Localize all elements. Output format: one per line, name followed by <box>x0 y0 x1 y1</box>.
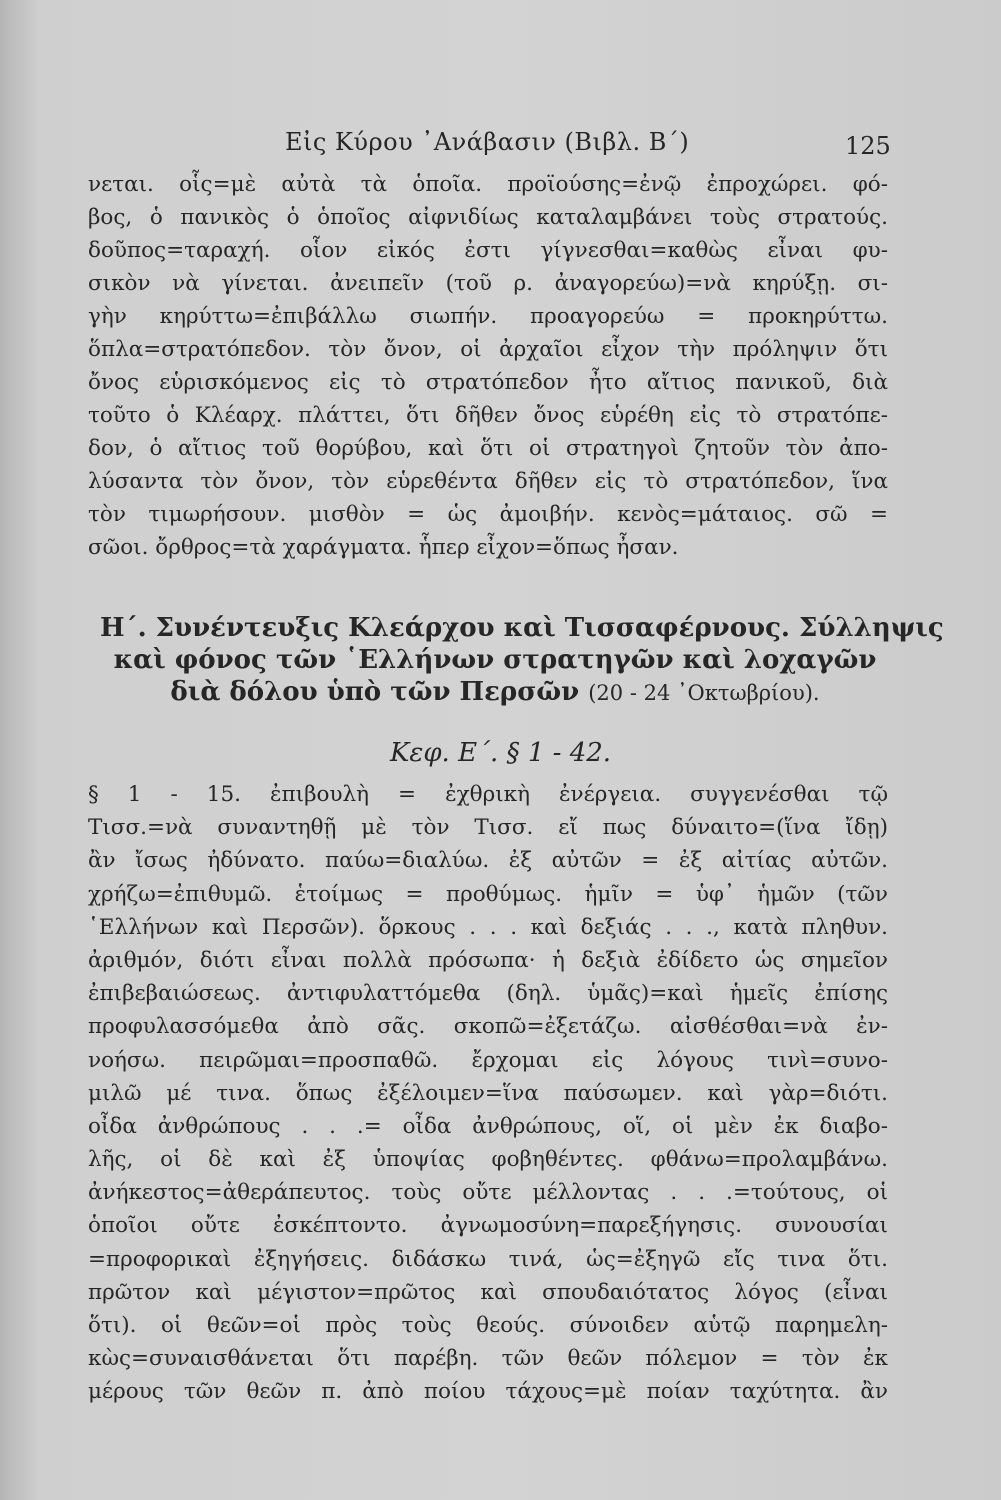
note-line: βος, ὁ πανικὸς ὁ ὁποῖος αἰφνιδίως καταλαμβάνει τοὺς στρατούς. <box>88 205 888 230</box>
note-line: νεται. οἷς=μὲ αὐτὰ τὰ ὁποῖα. προϊούσης=ἐνῷ ἐπροχώρει. φό- <box>88 172 888 197</box>
running-head: Εἰς Κύρου ᾿Ανάβασιν (Βιβλ. Β΄) <box>285 128 690 156</box>
section-heading <box>100 612 944 709</box>
note-line: ὅπλα=στρατόπεδον. τὸν ὄνον, οἱ ἀρχαῖοι εἶχον τὴν πρόληψιν ὅτι <box>88 337 888 362</box>
note-line: δοῦπος=ταραχή. οἷον εἰκός ἐστι γίγνεσθαι=καθὼς εἶναι φυ- <box>88 238 888 263</box>
note-line: Τισσ.=νὰ συναντηθῇ μὲ τὸν Τισσ. εἴ πως δύναιτο=(ἵνα ἴδῃ) <box>88 815 888 841</box>
note-line: ἀνήκεστος=ἀθεράπευτος. τοὺς οὔτε μέλλοντας . . .=τούτους, οἱ <box>88 1180 888 1206</box>
note-line: προφυλασσόμεθα ἀπὸ σᾶς. σκοπῶ=ἐξετάζω. αἰσθέσθαι=νὰ ἐν- <box>88 1014 888 1040</box>
notes-body <box>88 778 888 1409</box>
note-line: λῆς, οἱ δὲ καὶ ἐξ ὑποψίας φοβηθέντες. φθάνω=προλαμβάνω. <box>88 1147 888 1173</box>
note-line: δον, ὁ αἴτιος τοῦ θορύβου, καὶ ὅτι οἱ στρατηγοὶ ζητοῦν τὸν ἀπο- <box>88 436 888 461</box>
note-line: πρῶτον καὶ μέγιστον=πρῶτος καὶ σπουδαιότατος λόγος (εἶναι <box>88 1279 888 1305</box>
note-line: χρήζω=ἐπιθυμῶ. ἑτοίμως = προθύμως. ἡμῖν = ὑφ᾿ ἡμῶν (τῶν <box>88 881 888 907</box>
note-line: κὼς=συναισθάνεται ὅτι παρέβη. τῶν θεῶν πόλεμον = τὸν ἐκ <box>88 1346 888 1372</box>
note-line: ὄνος εὑρισκόμενος εἰς τὸ στρατόπεδον ἦτο αἴτιος πανικοῦ, διὰ <box>88 370 888 395</box>
note-line: ἐπιβεβαιώσεως. ἀντιφυλαττόμεθα (δηλ. ὑμᾶς)=καὶ ἡμεῖς ἐπίσης <box>88 981 888 1007</box>
note-line: νοήσω. πειρῶμαι=προσπαθῶ. ἔρχομαι εἰς λόγους τινὶ=συνο- <box>88 1047 888 1073</box>
page-number: 125 <box>845 132 891 160</box>
note-line: γὴν κηρύττω=ἐπιβάλλω σιωπήν. προαγορεύω = προκηρύττω. <box>88 304 888 329</box>
note-line: ῾Ελλήνων καὶ Περσῶν). ὅρκους . . . καὶ δεξιάς . . ., κατὰ πληθυν. <box>88 914 888 940</box>
note-line: =προφορικαὶ ἐξηγήσεις. διδάσκω τινά, ὡς=ἐξηγῶ εἴς τινα ὅτι. <box>88 1246 888 1272</box>
section-title-line: καὶ φόνος τῶν ῾Ελλήνων στρατηγῶν καὶ λοχαγῶν <box>113 645 877 675</box>
note-line: ἂν ἴσως ἠδύνατο. παύω=διαλύω. ἐξ αὐτῶν = ἐξ αἰτίας αὐτῶν. <box>88 848 888 874</box>
note-line: ὁποῖοι οὔτε ἐσκέπτοντο. ἀγνωμοσύνη=παρεξήγησις. συνουσίαι <box>88 1213 888 1239</box>
note-line: σικὸν νὰ γίνεται. ἀνειπεῖν (τοῦ ρ. ἀναγορεύω)=νὰ κηρύξῃ. σι- <box>88 271 888 296</box>
note-line: ἀριθμόν, διότι εἶναι πολλὰ πρόσωπα· ἡ δεξιὰ ἐδίδετο ὡς σημεῖον <box>88 947 888 973</box>
note-line: ὅτι). οἱ θεῶν=οἱ πρὸς τοὺς θεούς. σύνοιδεν αὑτῷ παρημελη- <box>88 1313 888 1338</box>
note-line: οἶδα ἀνθρώπους . . .= οἶδα ἀνθρώπους, οἵ, οἱ μὲν ἐκ διαβο- <box>88 1113 888 1139</box>
note-line: τὸν τιμωρήσουν. μισθὸν = ὡς ἀμοιβήν. κενὸς=μάταιος. σῶ = <box>88 502 888 527</box>
note-line: μιλῶ μέ τινα. ὅπως ἐξέλοιμεν=ἵνα παύσωμεν. καὶ γὰρ=διότι. <box>88 1080 888 1106</box>
note-line: § 1 - 15. ἐπιβουλὴ = ἐχθρικὴ ἐνέργεια. συγγενέσθαι τῷ <box>88 782 888 807</box>
notes-top <box>88 168 888 564</box>
note-line: σῶοι. ὄρθρος=τὰ χαράγματα. ἧπερ εἶχον=ὅπως ἦσαν. <box>88 535 679 560</box>
note-line: λύσαντα τὸν ὄνον, τὸν εὑρεθέντα δῆθεν εἰς τὸ στρατόπεδον, ἵνα <box>88 469 888 494</box>
section-title-line: Η΄. Συνέντευξις Κλεάρχου καὶ Τισσαφέρνους. Σύλληψις <box>100 613 944 643</box>
note-line: τοῦτο ὁ Κλέαρχ. πλάττει, ὅτι δῆθεν ὄνος εὑρέθη εἰς τὸ στρατόπε- <box>88 403 888 428</box>
page-header <box>0 128 1001 168</box>
section-dates: (20 - 24 ᾿Οκτωβρίου). <box>588 681 820 705</box>
note-line: μέρους τῶν θεῶν π. ἀπὸ ποίου τάχους=μὲ ποίαν ταχύτητα. ἂν <box>88 1379 888 1405</box>
chapter-reference: Κεφ. Ε΄. § 1 - 42. <box>389 738 612 768</box>
section-title-text: διὰ δόλου ὑπὸ τῶν Περσῶν <box>170 677 580 707</box>
section-title-line <box>100 676 890 709</box>
